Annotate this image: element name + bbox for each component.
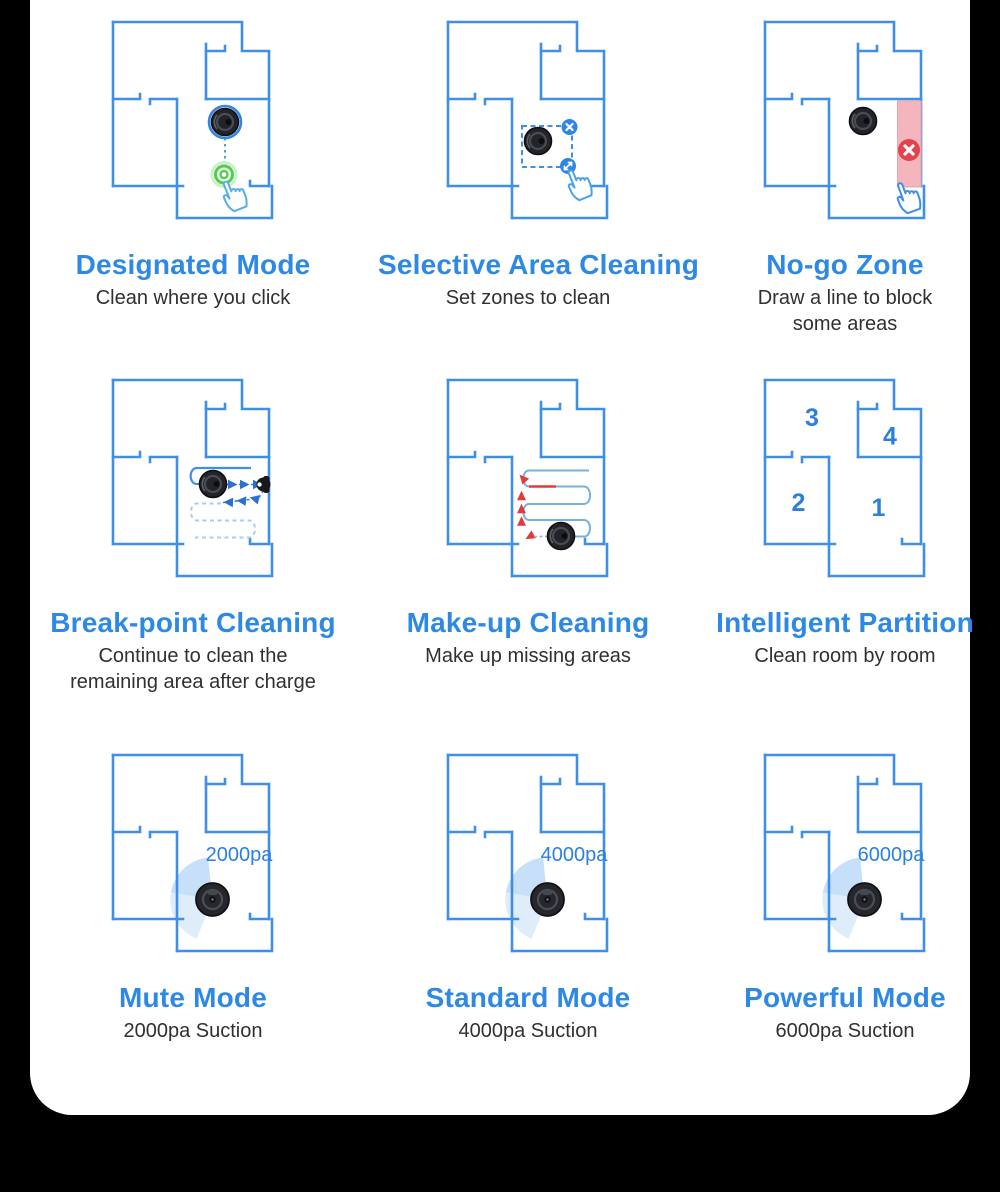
feature-subtitle: Make up missing areas: [425, 645, 631, 667]
feature-standard-mode: [378, 751, 678, 1045]
feature-title: Powerful Mode: [744, 982, 946, 1013]
hand-cursor-icon: [564, 166, 595, 202]
floorplan-icon: [765, 380, 924, 576]
remaining-path-dashed: [191, 504, 255, 538]
floorplan-breakpoint-illustration: [109, 376, 277, 580]
feature-breakpoint-cleaning: [43, 376, 343, 695]
feature-subtitle: Set zones to clean: [445, 287, 611, 309]
charging-dock-icon: [257, 476, 271, 493]
zone-delete-badge: [562, 119, 578, 135]
suction-value-label: 4000pa: [540, 844, 608, 866]
robot-vacuum-icon: [850, 108, 877, 135]
room-number-3: 3: [805, 404, 819, 432]
feature-title: No-go Zone: [766, 249, 924, 280]
floorplan-powerful-illustration: [761, 751, 929, 955]
floorplan-mute-illustration: [109, 751, 277, 955]
feature-title: Mute Mode: [118, 982, 267, 1013]
floorplan-nogo-illustration: [761, 18, 929, 222]
room-number-4: 4: [883, 422, 897, 451]
content-card: [30, 0, 974, 1115]
robot-vacuum-icon: [212, 109, 239, 136]
feature-no-go-zone: [695, 18, 995, 337]
room-numbers: [792, 404, 898, 522]
floorplan-icon: [113, 22, 272, 218]
feature-title: Intelligent Partition: [716, 607, 974, 638]
feature-title: Make-up Cleaning: [406, 607, 650, 638]
feature-title: Standard Mode: [425, 982, 631, 1013]
floorplan-designated-illustration: [109, 18, 277, 222]
makeup-direction-arrows: [516, 472, 536, 543]
feature-subtitle: Clean room by room: [754, 645, 936, 667]
robot-vacuum-icon: [548, 523, 575, 550]
feature-subtitle: Continue to clean the remaining area after charge: [70, 645, 316, 693]
return-arrows: [223, 493, 260, 508]
feature-makeup-cleaning: [378, 376, 678, 670]
room-number-2: 2: [791, 489, 806, 517]
click-target-icon: [216, 166, 233, 183]
feature-subtitle: Clean where you click: [95, 287, 291, 309]
feature-title: Designated Mode: [75, 249, 311, 280]
feature-subtitle: 2000pa Suction: [123, 1020, 263, 1042]
floorplan-standard-illustration: [444, 751, 612, 955]
feature-title: Selective Area Cleaning: [378, 249, 700, 280]
feature-designated-mode: [43, 18, 343, 312]
floorplan-partition-illustration: [761, 376, 929, 580]
feature-title: Break-point Cleaning: [50, 607, 336, 638]
feature-subtitle: 4000pa Suction: [458, 1020, 598, 1042]
suction-value-label: 2000pa: [205, 844, 273, 866]
feature-subtitle: 6000pa Suction: [775, 1020, 915, 1042]
floorplan-selective-illustration: [444, 18, 612, 222]
room-number-1: 1: [871, 494, 886, 522]
robot-vacuum-icon: [525, 128, 552, 155]
robot-vacuum-icon: [200, 471, 227, 498]
feature-powerful-mode: [695, 751, 995, 1045]
suction-value-label: 6000pa: [857, 844, 925, 866]
blocked-badge: [898, 139, 920, 161]
robot-vacuum-icon: [531, 883, 564, 916]
feature-mute-mode: [43, 751, 343, 1045]
robot-vacuum-icon: [196, 883, 229, 916]
feature-intelligent-partition: [695, 376, 995, 670]
robot-vacuum-icon: [848, 883, 881, 916]
feature-selective-area: [378, 18, 700, 312]
floorplan-icon: [113, 380, 272, 576]
feature-subtitle: Draw a line to block some areas: [757, 287, 933, 335]
floorplan-makeup-illustration: [444, 376, 612, 580]
